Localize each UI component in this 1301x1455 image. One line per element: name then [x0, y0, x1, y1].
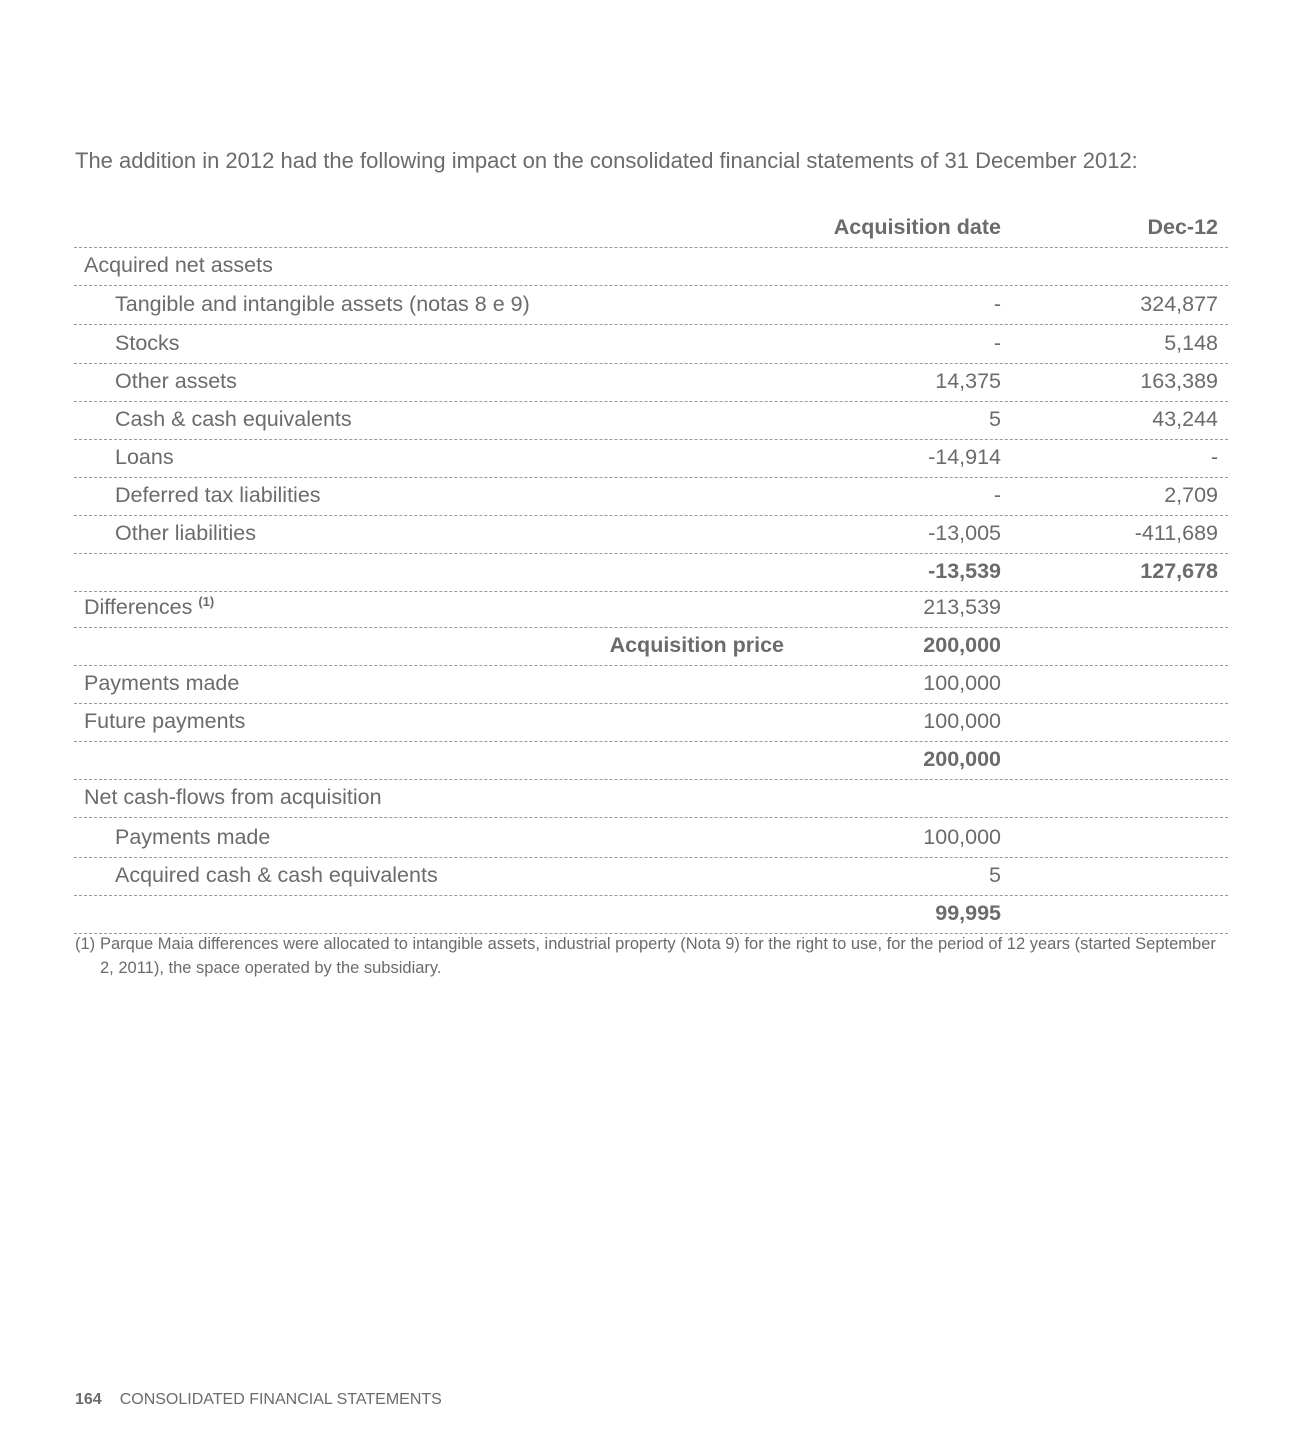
row-label: Cash & cash equivalents: [115, 407, 352, 431]
row-label: Payments made: [115, 825, 271, 849]
table-row-differences: [74, 592, 1228, 628]
row-label: Tangible and intangible assets (notas 8 e 9): [115, 292, 530, 316]
row-value-dec-12: -: [1210, 445, 1218, 469]
row-label: Net cash-flows from acquisition: [84, 785, 382, 809]
table-row-other-assets: [74, 364, 1228, 402]
row-value-acquisition-date: 100,000: [923, 825, 1001, 849]
row-label: Loans: [115, 445, 174, 469]
row-total-acquisition-date: 200,000: [923, 747, 1001, 771]
table-row-acquisition-price: [74, 628, 1228, 666]
row-value-acquisition-date: -14,914: [928, 445, 1001, 469]
table-row-loans: [74, 440, 1228, 478]
row-value-dec-12: 324,877: [1140, 292, 1218, 316]
footnote-number: (1): [75, 935, 96, 953]
row-value-dec-12: 43,244: [1152, 407, 1218, 431]
table-row-net-assets-total: [74, 554, 1228, 592]
page-footer: [75, 1391, 442, 1409]
section-title: CONSOLIDATED FINANCIAL STATEMENTS: [119, 1391, 442, 1408]
row-value-acquisition-date: 5: [989, 863, 1001, 887]
table-row-net-cash-flows: [74, 780, 1228, 818]
header-acquisition-date: Acquisition date: [833, 215, 1001, 239]
row-value-dec-12: 5,148: [1164, 331, 1218, 355]
row-label: Acquired net assets: [84, 253, 273, 277]
table-row-other-liabilities: [74, 516, 1228, 554]
row-label: Deferred tax liabilities: [115, 483, 321, 507]
row-label: Other liabilities: [115, 521, 256, 545]
row-label: Stocks: [115, 331, 180, 355]
table-row-net-cash-total: [74, 896, 1228, 934]
table-header-row: [74, 210, 1228, 248]
table-row-future-payments: [74, 704, 1228, 742]
intro-text: The addition in 2012 had the following impact on the consolidated financial statements of 31 December 2012:: [75, 148, 1138, 173]
table-row-payments-total: [74, 742, 1228, 780]
row-label: Future payments: [84, 709, 246, 733]
row-value-acquisition-date: 100,000: [923, 671, 1001, 695]
table-row-cash-payments-made: [74, 818, 1228, 858]
table-row-acquired-cash: [74, 858, 1228, 896]
table-row-payments-made: [74, 666, 1228, 704]
footnote-marker: (1): [198, 594, 215, 609]
table-row-stocks: [74, 325, 1228, 364]
table-row-tangible-intangible: [74, 286, 1228, 325]
row-value-dec-12: -411,689: [1134, 521, 1218, 545]
row-value-acquisition-date: -: [993, 483, 1001, 507]
row-value-acquisition-date: 14,375: [935, 369, 1001, 393]
page-number: 164: [75, 1391, 102, 1408]
table-row-acquired-net-assets: [74, 248, 1228, 286]
row-value-acquisition-date: -: [993, 292, 1001, 316]
row-value-acquisition-date: -: [993, 331, 1001, 355]
table-row-deferred-tax: [74, 478, 1228, 516]
differences-label-text: Differences: [84, 595, 193, 619]
row-label: Acquired cash & cash equivalents: [115, 863, 438, 887]
row-value-acquisition-date: 200,000: [923, 633, 1001, 657]
row-total-acquisition-date: -13,539: [928, 559, 1001, 583]
footnote: [75, 932, 1225, 980]
row-label: Payments made: [84, 671, 240, 695]
row-label-differences: [84, 594, 214, 620]
row-value-acquisition-date: 213,539: [923, 595, 1001, 619]
footnote-text: Parque Maia differences were allocated to intangible assets, industrial property (Nota 9) for the right to use, for the period of 12 years (started September 2, 2011), the space operated by the subsidiary.: [100, 935, 1216, 977]
row-value-acquisition-date: 5: [989, 407, 1001, 431]
row-value-acquisition-date: -13,005: [928, 521, 1001, 545]
row-label: Other assets: [115, 369, 237, 393]
row-value-acquisition-date: 100,000: [923, 709, 1001, 733]
row-total-acquisition-date: 99,995: [935, 901, 1001, 925]
row-value-dec-12: 2,709: [1164, 483, 1218, 507]
acquisition-table: [74, 210, 1228, 934]
acquisition-price-label: Acquisition price: [609, 633, 784, 657]
row-total-dec-12: 127,678: [1140, 559, 1218, 583]
header-dec-12: Dec-12: [1147, 215, 1218, 239]
row-value-dec-12: 163,389: [1140, 369, 1218, 393]
table-row-cash-equivalents: [74, 402, 1228, 440]
